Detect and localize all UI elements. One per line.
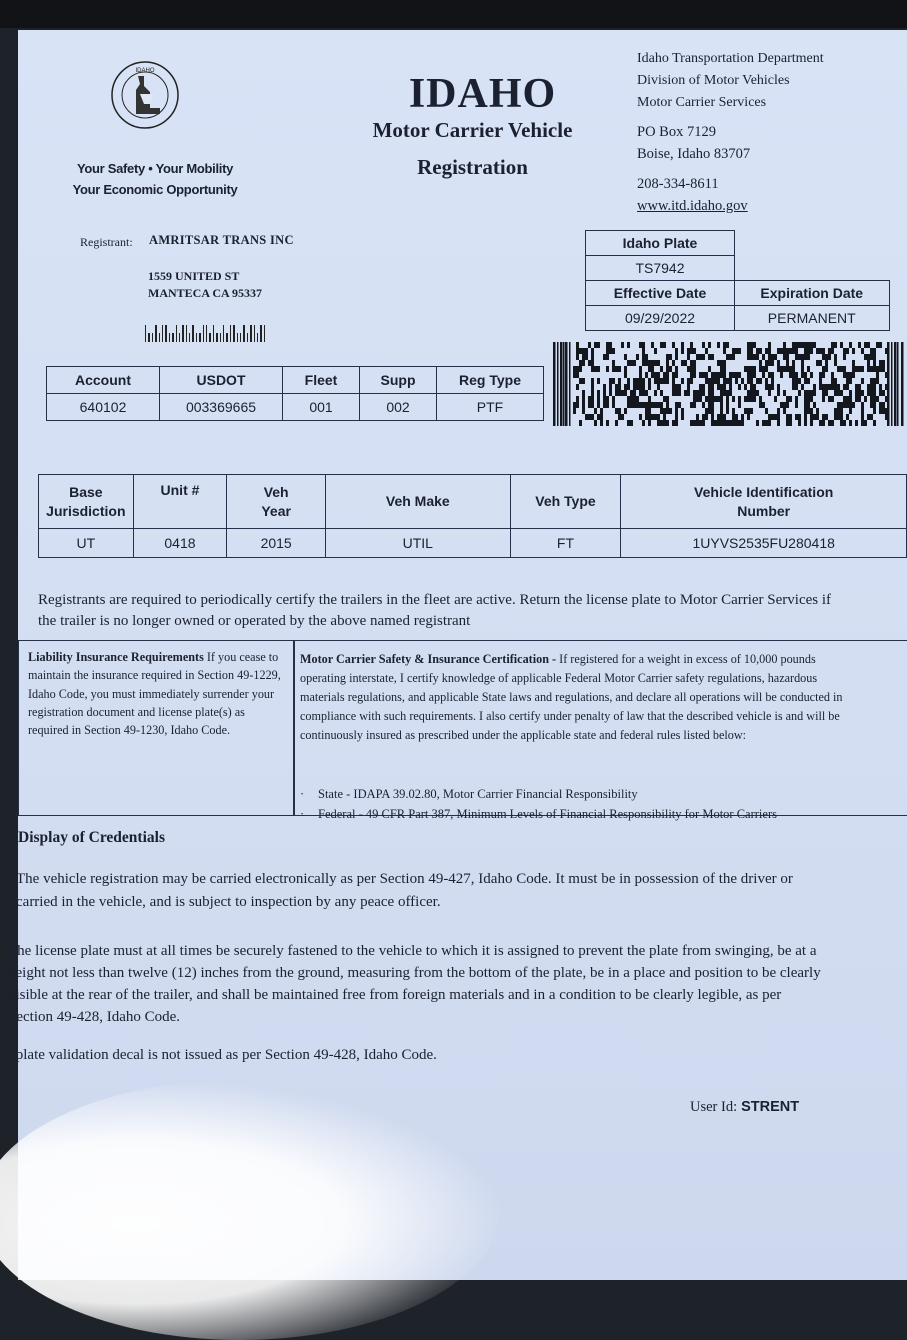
veh-make-header: Veh Make xyxy=(326,475,511,529)
plate-info-table xyxy=(585,230,890,331)
rules-list xyxy=(300,784,777,824)
unit-value: 0418 xyxy=(133,529,227,558)
rule-item: · Federal - 49 CFR Part 387, Minimum Levels of Financial Responsibility for Motor Carriers xyxy=(300,807,777,821)
reg-type-value: PTF xyxy=(437,394,544,421)
document-subtitle-line-2: Registration xyxy=(417,155,528,179)
liability-text: If you cease to maintain the insurance required in Section 49-1229, Idaho Code, you must immediately surrender your registration document and license plate(s) as required in Section 49-1230, Idaho Code. xyxy=(28,650,281,738)
veh-type-value: FT xyxy=(510,529,621,558)
validation-decal-paragraph: A plate validation decal is not issued as per Section 49-428, Idaho Code. xyxy=(2,1047,437,1063)
agency-line-3: Motor Carrier Services xyxy=(637,95,767,110)
supp-header: Supp xyxy=(360,367,437,394)
effective-date-value: 09/29/2022 xyxy=(586,306,735,331)
reg-type-header: Reg Type xyxy=(437,367,544,394)
plate-spacer-2 xyxy=(735,256,890,281)
registrant-street: 1559 UNITED ST xyxy=(148,269,240,283)
agency-line-1: Idaho Transportation Department xyxy=(637,51,824,66)
plate-number: TS7942 xyxy=(586,256,735,281)
agency-website-link[interactable]: www.itd.idaho.gov xyxy=(637,198,748,214)
account-value: 640102 xyxy=(47,394,160,421)
expiration-date-header: Expiration Date xyxy=(735,281,890,306)
registrant-city-state-zip: MANTECA CA 95337 xyxy=(148,286,263,300)
veh-make-value: UTIL xyxy=(326,529,511,558)
postal-barcode xyxy=(145,322,265,342)
itd-tagline xyxy=(60,158,250,200)
account-header: Account xyxy=(47,367,160,394)
vin-value: 1UYVS2535FU280418 xyxy=(621,529,907,558)
agency-address xyxy=(637,121,750,165)
liability-heading: Liability Insurance Requirements xyxy=(28,650,204,664)
registrant-label: Registrant: xyxy=(80,235,133,249)
itd-seal-logo xyxy=(110,60,180,130)
base-jurisdiction-header: Base Jurisdiction xyxy=(39,475,134,529)
tagline-line-2: Your Economic Opportunity xyxy=(72,182,238,197)
trailer-certification-notice: Registrants are required to periodically certify the trailers in the fleet are active. Return the license plate to Motor Carrier Services if the trailer is no longer owned or operated by the above named registrant xyxy=(38,592,832,629)
document-subtitle-line-1: Motor Carrier Vehicle xyxy=(372,118,573,142)
electronic-registration-paragraph: The vehicle registration may be carried electronically as per Section 49-427, Idaho Code. It must be in possession of the driver or carried in the vehicle, and is subject to inspection by any peace officer. xyxy=(16,871,793,910)
base-jurisdiction-value: UT xyxy=(39,529,134,558)
address-line-2: Boise, Idaho 83707 xyxy=(637,146,751,162)
agency-block xyxy=(637,48,824,114)
veh-year-header: Veh Year xyxy=(227,475,326,529)
plate-header: Idaho Plate xyxy=(586,231,735,256)
expiration-date-value: PERMANENT xyxy=(735,306,890,331)
veh-year-value: 2015 xyxy=(227,529,326,558)
effective-date-header: Effective Date xyxy=(586,281,735,306)
plate-spacer xyxy=(735,231,890,256)
agency-phone: 208-334-8611 xyxy=(637,176,719,192)
license-plate-paragraph: The license plate must at all times be securely fastened to the vehicle to which it is assigned to prevent the plate from swinging, be at a height not less than twelve (12) inches from the ground, measuring from the bottom of the plate, be in a place and position to be clearly visible at the rear of the trailer, and shall be maintained free from foreign materials and in a condition to be clearly legible, as per Section 49-428, Idaho Code. xyxy=(8,943,821,1025)
safety-insurance-certification xyxy=(300,650,860,745)
rule-federal: Federal - 49 CFR Part 387, Minimum Levels of Financial Responsibility for Motor Carriers xyxy=(318,807,777,821)
user-id-label: User Id: xyxy=(690,1099,738,1115)
certification-text: If registered for a weight in excess of 10,000 pounds operating interstate, I certify knowledge of applicable Federal Motor Carrier safety regulations, hazardous materials regulations, and applicable State laws and regulations, and declare all operations will be conducted in compliance with such requirements. I also certify under penalty of law that the described vehicle is and will be continuously insured as prescribed under the applicable state and federal rules listed below: xyxy=(300,652,843,742)
registrant-name: AMRITSAR TRANS INC xyxy=(149,233,294,247)
fleet-header: Fleet xyxy=(283,367,360,394)
usdot-header: USDOT xyxy=(160,367,283,394)
display-credentials-heading: Display of Credentials xyxy=(18,829,165,846)
vehicle-table xyxy=(38,474,907,558)
document-title: IDAHO xyxy=(408,71,557,117)
user-id xyxy=(690,1099,799,1116)
photo-top-edge xyxy=(0,0,907,28)
veh-type-header: Veh Type xyxy=(510,475,621,529)
supp-value: 002 xyxy=(360,394,437,421)
vin-header: Vehicle Identification Number xyxy=(621,475,907,529)
registrant-address xyxy=(148,268,262,302)
agency-line-2: Division of Motor Vehicles xyxy=(637,73,790,88)
user-id-value: STRENT xyxy=(741,1099,800,1115)
account-table xyxy=(46,366,544,421)
photo-glare xyxy=(0,1080,500,1340)
usdot-value: 003369665 xyxy=(160,394,283,421)
rule-item: · State - IDAPA 39.02.80, Motor Carrier Financial Responsibility xyxy=(300,787,638,801)
agency-contact xyxy=(637,173,748,217)
insurance-box-divider xyxy=(293,640,295,816)
pdf417-barcode xyxy=(553,342,905,426)
svg-text:IDAHO: IDAHO xyxy=(135,68,155,74)
address-line-1: PO Box 7129 xyxy=(637,124,716,140)
liability-requirements xyxy=(28,648,283,739)
fleet-value: 001 xyxy=(283,394,360,421)
certification-heading: Motor Carrier Safety & Insurance Certification - xyxy=(300,652,557,666)
rule-state: State - IDAPA 39.02.80, Motor Carrier Financial Responsibility xyxy=(318,787,638,801)
unit-header: Unit # xyxy=(133,475,227,529)
tagline-line-1: Your Safety • Your Mobility xyxy=(76,161,234,176)
